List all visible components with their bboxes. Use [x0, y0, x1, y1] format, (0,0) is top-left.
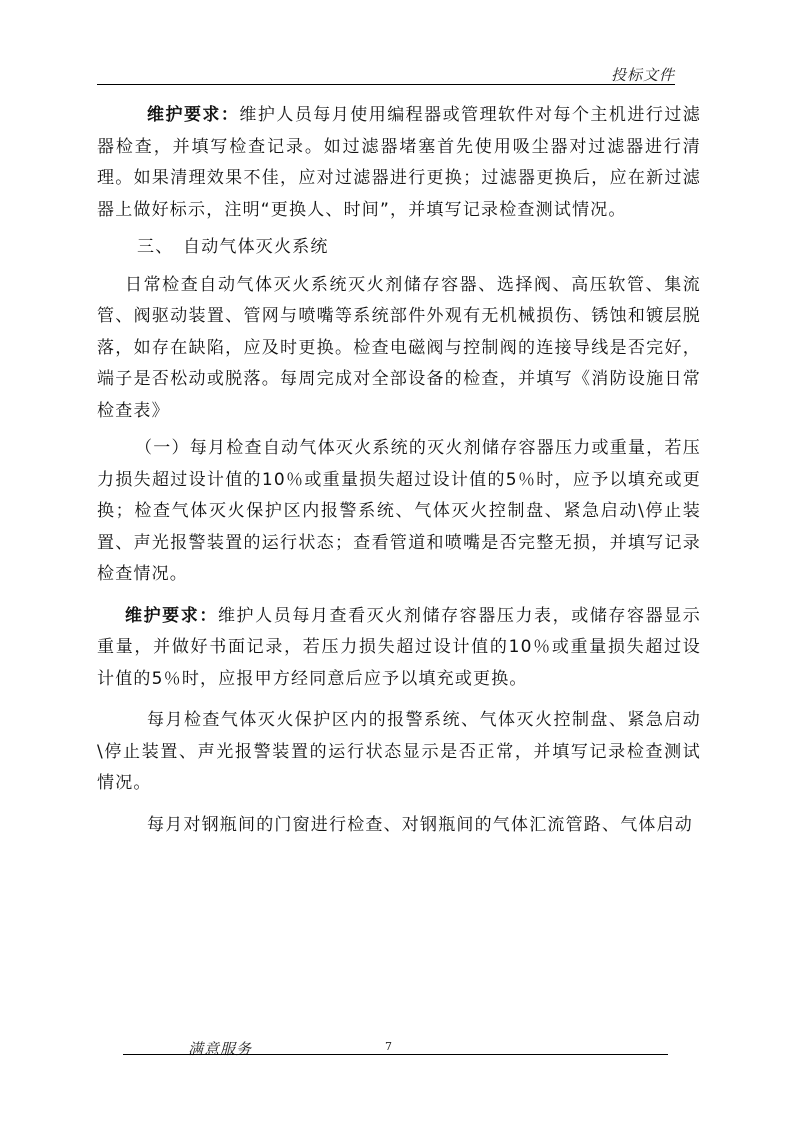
- header-title: 投标文件: [610, 66, 675, 84]
- section-number: 三、: [137, 237, 174, 257]
- maintenance-label: 维护要求：: [125, 605, 218, 626]
- paragraph-maintenance-1: [97, 100, 701, 226]
- header-divider: [97, 84, 675, 85]
- paragraph-monthly-check: （一）每月检查自动气体灭火系统的灭火剂储存容器压力或重量，若压力损失超过设计值的10％或重量损失超过设计值的5％时，应予以填充或更换；检查气体灭火保护区内报警系统、气体灭火控制盘、紧急启动\停止装置、声光报警装置的运行状态；查看管道和喷嘴是否完整无损，并填写记录检查情况。: [97, 438, 701, 584]
- paragraph-text: 维护人员每月查看灭火剂储存容器压力表，或储存容器显示重量，并做好书面记录，若压力损失超过设计值的10％或重量损失超过设计值的5％时，应报甲方经同意后应予以填充或更换。: [97, 605, 701, 689]
- spacer: [97, 800, 701, 810]
- paragraph-text: 维护人员每月使用编程器或管理软件对每个主机进行过滤器检查，并填写检查记录。如过滤器堵塞首先使用吸尘器对过滤器进行清理。如果清理效果不佳，应对过滤器进行更换；过滤器更换后，应在新过滤器上做好标示，注明“更换人、时间”，并填写记录检查测试情况。: [97, 105, 702, 220]
- paragraph-maintenance-2: [97, 601, 701, 696]
- maintenance-label: 维护要求：: [147, 105, 240, 125]
- footer-divider: [123, 1054, 668, 1055]
- document-body: [97, 100, 701, 841]
- spacer: [97, 591, 701, 601]
- section-title: 自动气体灭火系统: [183, 237, 329, 257]
- page-number: 7: [385, 1040, 392, 1053]
- footer-slogan: 满意服务: [188, 1040, 253, 1058]
- paragraph-daily-check: 日常检查自动气体灭火系统灭火剂储存容器、选择阀、高压软管、集流管、阀驱动装置、管网与喷嘴等系统部件外观有无机械损伤、锈蚀和镀层脱落，如存在缺陷，应及时更换。检查电磁阀与控制阀的连接导线是否完好，端子是否松动或脱落。每周完成对全部设备的检查，并填写《消防设施日常检查表》: [97, 274, 701, 421]
- spacer: [97, 695, 701, 705]
- paragraph-alarm-check: 每月检查气体灭火保护区内的报警系统、气体灭火控制盘、紧急启动\停止装置、声光报警装置的运行状态显示是否正常，并填写记录检查测试情况。: [97, 710, 701, 793]
- section-heading: [97, 232, 701, 264]
- paragraph-cylinder-room: 每月对钢瓶间的门窗进行检查、对钢瓶间的气体汇流管路、气体启动: [147, 814, 693, 835]
